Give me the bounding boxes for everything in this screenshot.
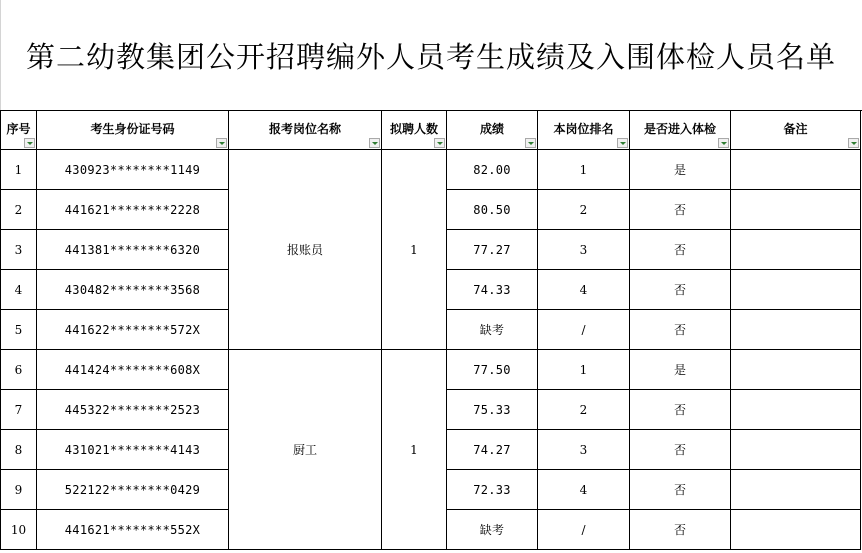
- cell-rank[interactable]: 2: [538, 190, 630, 230]
- cell-score[interactable]: 缺考: [447, 510, 538, 550]
- header-label: 拟聘人数: [389, 121, 438, 136]
- cell-score[interactable]: 80.50: [447, 190, 538, 230]
- cell-score[interactable]: 82.00: [447, 150, 538, 190]
- cell-id-number[interactable]: 441622********572X: [37, 310, 229, 350]
- header-label: 成绩: [479, 121, 504, 136]
- cell-rank[interactable]: 2: [538, 390, 630, 430]
- cell-no[interactable]: 4: [1, 270, 37, 310]
- filter-dropdown-icon[interactable]: [848, 138, 859, 148]
- cell-score[interactable]: 缺考: [447, 310, 538, 350]
- cell-rank[interactable]: 4: [538, 470, 630, 510]
- header-cell-score: [447, 111, 538, 150]
- results-table: [0, 110, 861, 550]
- cell-id-number[interactable]: 430923********1149: [37, 150, 229, 190]
- cell-no[interactable]: 6: [1, 350, 37, 390]
- cell-position[interactable]: 报账员: [229, 150, 382, 350]
- header-cell-position: [229, 111, 382, 150]
- cell-exam[interactable]: 否: [630, 190, 731, 230]
- cell-quota[interactable]: 1: [382, 150, 447, 350]
- cell-rank[interactable]: 1: [538, 150, 630, 190]
- cell-id-number[interactable]: 445322********2523: [37, 390, 229, 430]
- cell-score[interactable]: 75.33: [447, 390, 538, 430]
- filter-dropdown-icon[interactable]: [434, 138, 445, 148]
- cell-score[interactable]: 77.27: [447, 230, 538, 270]
- cell-note[interactable]: [731, 230, 861, 270]
- header-cell-no: [1, 111, 37, 150]
- cell-exam[interactable]: 是: [630, 150, 731, 190]
- cell-exam[interactable]: 否: [630, 310, 731, 350]
- table-row: [1, 150, 861, 190]
- header-cell-rank: [538, 111, 630, 150]
- header-label: 报考岗位名称: [268, 121, 341, 136]
- cell-note[interactable]: [731, 470, 861, 510]
- filter-dropdown-icon[interactable]: [718, 138, 729, 148]
- cell-id-number[interactable]: 441424********608X: [37, 350, 229, 390]
- cell-note[interactable]: [731, 310, 861, 350]
- header-label: 序号: [6, 121, 31, 136]
- cell-id-number[interactable]: 522122********0429: [37, 470, 229, 510]
- table-body: [1, 111, 861, 550]
- header-label: 备注: [783, 121, 808, 136]
- cell-no[interactable]: 10: [1, 510, 37, 550]
- filter-dropdown-icon[interactable]: [24, 138, 35, 148]
- cell-rank[interactable]: /: [538, 310, 630, 350]
- page-title: 第二幼教集团公开招聘编外人员考生成绩及入围体检人员名单: [25, 39, 836, 74]
- cell-note[interactable]: [731, 150, 861, 190]
- cell-exam[interactable]: 否: [630, 430, 731, 470]
- cell-rank[interactable]: 3: [538, 230, 630, 270]
- cell-id-number[interactable]: 431021********4143: [37, 430, 229, 470]
- cell-score[interactable]: 74.33: [447, 270, 538, 310]
- cell-id-number[interactable]: 441621********2228: [37, 190, 229, 230]
- table-row: [1, 350, 861, 390]
- cell-no[interactable]: 3: [1, 230, 37, 270]
- cell-exam[interactable]: 否: [630, 390, 731, 430]
- header-label: 本岗位排名: [553, 121, 614, 136]
- cell-no[interactable]: 5: [1, 310, 37, 350]
- cell-rank[interactable]: 3: [538, 430, 630, 470]
- header-cell-id: [37, 111, 229, 150]
- cell-note[interactable]: [731, 430, 861, 470]
- cell-note[interactable]: [731, 350, 861, 390]
- cell-note[interactable]: [731, 190, 861, 230]
- cell-note[interactable]: [731, 510, 861, 550]
- cell-rank[interactable]: /: [538, 510, 630, 550]
- cell-note[interactable]: [731, 270, 861, 310]
- filter-dropdown-icon[interactable]: [525, 138, 536, 148]
- cell-no[interactable]: 9: [1, 470, 37, 510]
- cell-no[interactable]: 2: [1, 190, 37, 230]
- filter-dropdown-icon[interactable]: [216, 138, 227, 148]
- cell-rank[interactable]: 4: [538, 270, 630, 310]
- header-cell-quota: [382, 111, 447, 150]
- cell-score[interactable]: 72.33: [447, 470, 538, 510]
- cell-id-number[interactable]: 441381********6320: [37, 230, 229, 270]
- cell-id-number[interactable]: 441621********552X: [37, 510, 229, 550]
- cell-note[interactable]: [731, 390, 861, 430]
- header-label: 是否进入体检: [643, 121, 716, 136]
- cell-quota[interactable]: 1: [382, 350, 447, 550]
- title-row: [0, 0, 862, 111]
- cell-exam[interactable]: 否: [630, 470, 731, 510]
- cell-no[interactable]: 7: [1, 390, 37, 430]
- filter-dropdown-icon[interactable]: [369, 138, 380, 148]
- cell-score[interactable]: 77.50: [447, 350, 538, 390]
- cell-exam[interactable]: 否: [630, 230, 731, 270]
- cell-exam[interactable]: 否: [630, 510, 731, 550]
- header-label: 考生身份证号码: [90, 121, 175, 136]
- filter-dropdown-icon[interactable]: [617, 138, 628, 148]
- cell-exam[interactable]: 是: [630, 350, 731, 390]
- cell-rank[interactable]: 1: [538, 350, 630, 390]
- header-cell-note: [731, 111, 861, 150]
- cell-no[interactable]: 8: [1, 430, 37, 470]
- cell-score[interactable]: 74.27: [447, 430, 538, 470]
- cell-no[interactable]: 1: [1, 150, 37, 190]
- cell-exam[interactable]: 否: [630, 270, 731, 310]
- cell-id-number[interactable]: 430482********3568: [37, 270, 229, 310]
- cell-position[interactable]: 厨工: [229, 350, 382, 550]
- header-cell-exam: [630, 111, 731, 150]
- header-row: [1, 111, 861, 150]
